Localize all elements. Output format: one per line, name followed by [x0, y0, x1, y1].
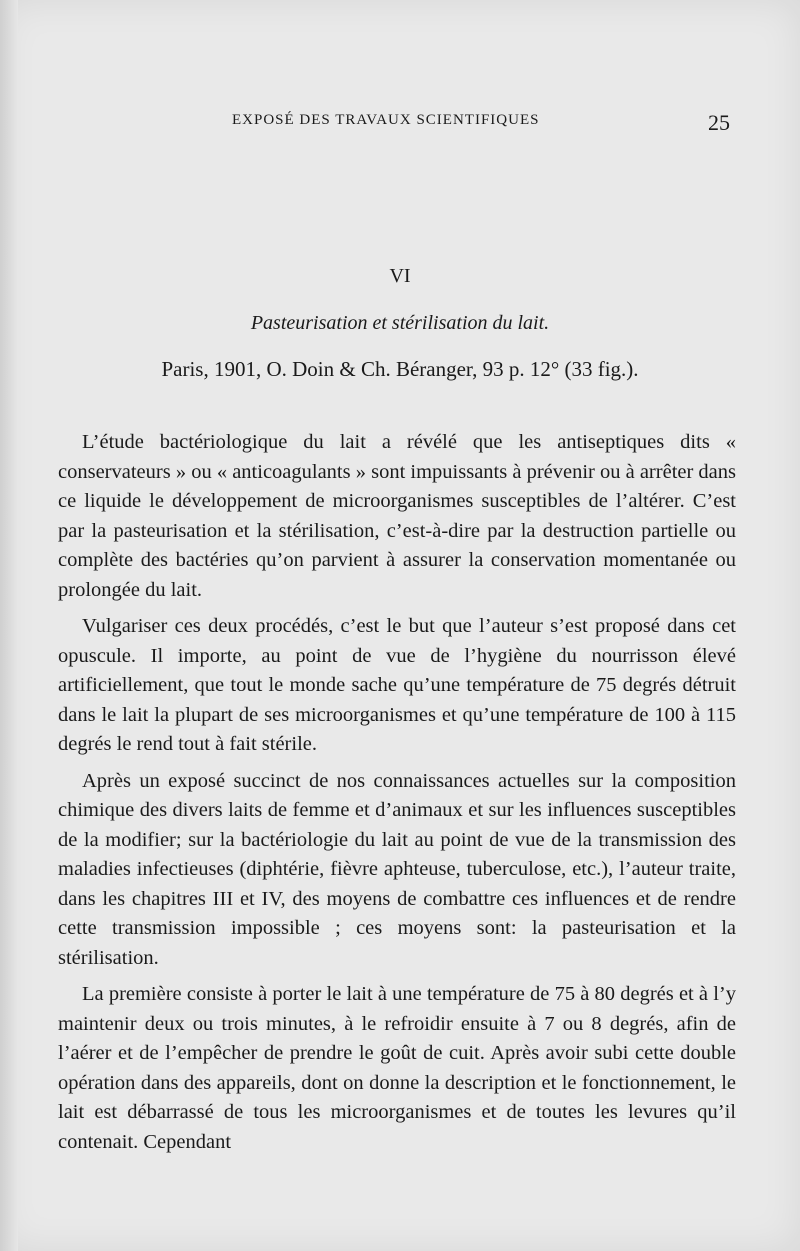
bibliographic-citation: Paris, 1901, O. Doin & Ch. Béranger, 93 p. 12° (33 fig.).: [161, 357, 639, 381]
paragraph-1: L’étude bactériologique du lait a révélé que les antiseptiques dits « conservateurs » ou « anticoagulants » sont impuissants à prévenir ou à arrêter dans ce liquide le développement de microorganismes susceptibles de l’altérer. C’est par la pasteurisation et la stérilisation, c’est-à-dire par la destruction partielle ou complète des bactéries qu’on parvient à assurer la conservation momentanée ou prolongée du lait.: [58, 431, 737, 601]
section-title: Pasteurisation et stérilisation du lait.: [250, 312, 550, 334]
paragraph-2: Vulgariser ces deux procédés, c’est le but que l’auteur s’est proposé dans cet opuscule. Il importe, au point de vue de l’hygiène du nourrisson élevé artificiellement, que tout le monde sache qu’une température de 75 degrés détruit dans le lait la plupart de ses microorganismes et qu’une température de 100 à 115 degrés le rend tout à fait stérile.: [58, 615, 736, 755]
paragraph-3: Après un exposé succinct de nos connaissances actuelles sur la composition chimique des divers laits de femme et d’animaux et sur les influences susceptibles de la modifier; sur la bactériologie du lait au point de vue de la transmission des maladies infectieuses (diphtérie, fièvre aphteuse, tuberculose, etc.), l’auteur traite, dans les chapitres III et IV, des moyens de combattre ces influences et de rendre cette transmission impossible ; ces moyens sont: la pasteurisation et la stérilisation.: [58, 769, 736, 969]
page-number: 25: [708, 110, 730, 135]
paragraph-4: La première consiste à porter le lait à une température de 75 à 80 degrés et à l’y maintenir deux ou trois minutes, à le refroidir ensuite à 7 ou 8 degrés, afin de l’aérer et de l’empêcher de prendre le goût de cuit. Après avoir subi cette double opération dans des appareils, dont on donne la description et le fonctionnement, le lait est débarrassé de tous les microorganismes et de toutes les levures qu’il contenait. Cependant: [58, 983, 736, 1153]
running-header: EXPOSÉ DES TRAVAUX SCIENTIFIQUES: [232, 112, 540, 128]
body-text: [58, 428, 736, 1164]
section-number: VI: [389, 265, 411, 287]
page-spine-shadow: [0, 0, 18, 1251]
